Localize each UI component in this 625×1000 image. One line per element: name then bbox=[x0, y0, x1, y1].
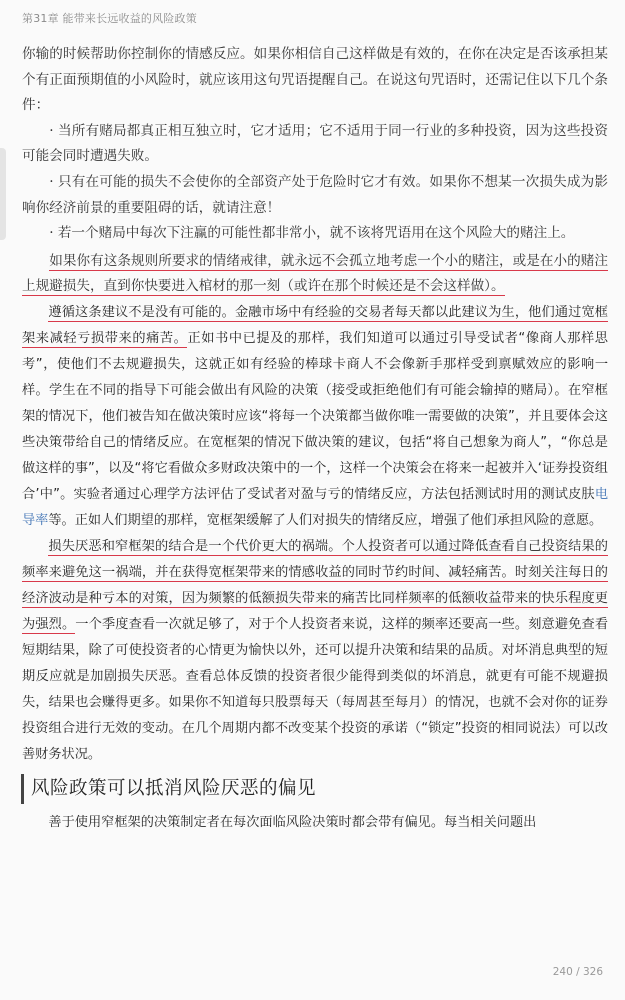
bullet-2: · 只有在可能的损失不会使你的全部资产处于危险时它才有效。如果你不想某一次损失成为影响你经济前景的重要阻碍的话，就请注意！ bbox=[22, 173, 608, 216]
paragraph-1: 你输的时候帮助你控制你的情感反应。如果你相信自己这样做是有效的，在你在决定是否该承担某个有正面预期值的小风险时，就应该用这句咒语提醒自己。在说这句咒语时，还需记住以下几个条件： bbox=[22, 46, 608, 114]
page-number: 240 / 326 bbox=[552, 966, 603, 978]
chapter-header: 第31章 能带来长远收益的风险政策 bbox=[22, 12, 197, 25]
highlight-underline[interactable]: 如果你有这条规则所要求的情绪戒律，就永远不会孤立地考虑一个小的赌注，或是在小的赌注上规避损失，直到你快要进入棺材的那一刻（或许在那个时候还是不会这样做）。 bbox=[22, 252, 608, 295]
scroll-handle[interactable] bbox=[0, 148, 6, 240]
term-link[interactable]: 电导率 bbox=[22, 486, 608, 528]
bullet-3: · 若一个赌局中每次下注赢的可能性都非常小，就不该将咒语用在这个风险大的赌注上。 bbox=[49, 225, 575, 242]
paragraph-3-text: 正如书中已提及的那样，我们知道可以通过引导受试者“像商人那样思考”，使他们不去规避损失，这就正如有经验的棒球卡商人不会像新手那样受到禀赋效应的影响一样。学生在不同的指导下可能会做出有风险的决策（接受或拒绝他们有可能会输掉的赌局）。在窄框架的情况下，他们被告知在做决策时应该“将每一个决策都当做你唯一需要做的决策”，并且要体会这些决策带给自己的情绪反应。在宽框架的情况下做决策的建议，包括“将自己想象为商人”，“你总是做这样的事”，以及“将它看做众多财政决策中的一个，这样一个决策会在将来一起被并入‘证券投资组合’中”。实验者通过心理学方法评估了受试者对盈与亏的情绪反应，方法包括测试时用的测试皮肤 bbox=[22, 330, 608, 502]
section-title: 风险政策可以抵消风险厌恶的偏见 bbox=[21, 774, 608, 804]
paragraph-4 bbox=[22, 534, 608, 768]
highlight-underline[interactable]: 遵循这条建议不是没有可能的。金融市场中有经验的交易者每天都以此建议为生，他们通过宽框架来减轻亏损带来的痛苦。 bbox=[22, 304, 608, 346]
paragraph-3-tail: 等。正如人们期望的那样，宽框架缓解了人们对损失的情绪反应，增强了他们承担风险的意愿。 bbox=[48, 512, 603, 528]
paragraph-2 bbox=[22, 249, 608, 300]
paragraph-4-text: 一个季度查看一次就足够了，对于个人投资者来说，这样的频率还要高一些。刻意避免查看短期结果，除了可使投资者的心情更为愉快以外，还可以提升决策和结果的品质。对坏消息典型的短期反应就是加剧损失厌恶。查看总体反馈的投资者很少能得到类似的坏消息，就更有可能不规避损失，结果也会赚得更多。如果你不知道每只股票每天（每周甚至每月）的情况，也就不会对你的证券投资组合进行无效的变动。在几个周期内都不改变某个投资的承诺（“锁定”投资的相同说法）可以改善财务状况。 bbox=[22, 616, 609, 762]
bullet-1: · 当所有赌局都真正相互独立时，它才适用；它不适用于同一行业的多种投资，因为这些投资可能会同时遭遇失败。 bbox=[22, 122, 608, 165]
highlight-underline[interactable]: 损失厌恶和窄框架的结合是一个代价更大的祸端。个人投资者可以通过降低查看自己投资结果的频率来避免这一祸端，并在获得宽框架带来的情感收益的同时节约时间、减轻痛苦。时刻关注每日的经济波动是种亏本的对策，因为频繁的低额损失带来的痛苦比同样频率的低额收益带来的快乐程度更为强烈。 bbox=[22, 538, 608, 632]
page-content bbox=[22, 42, 608, 836]
paragraph-5: 善于使用窄框架的决策制定者在每次面临风险决策时都会带有偏见。每当相关问题出 bbox=[48, 814, 537, 830]
paragraph-3 bbox=[22, 300, 608, 534]
